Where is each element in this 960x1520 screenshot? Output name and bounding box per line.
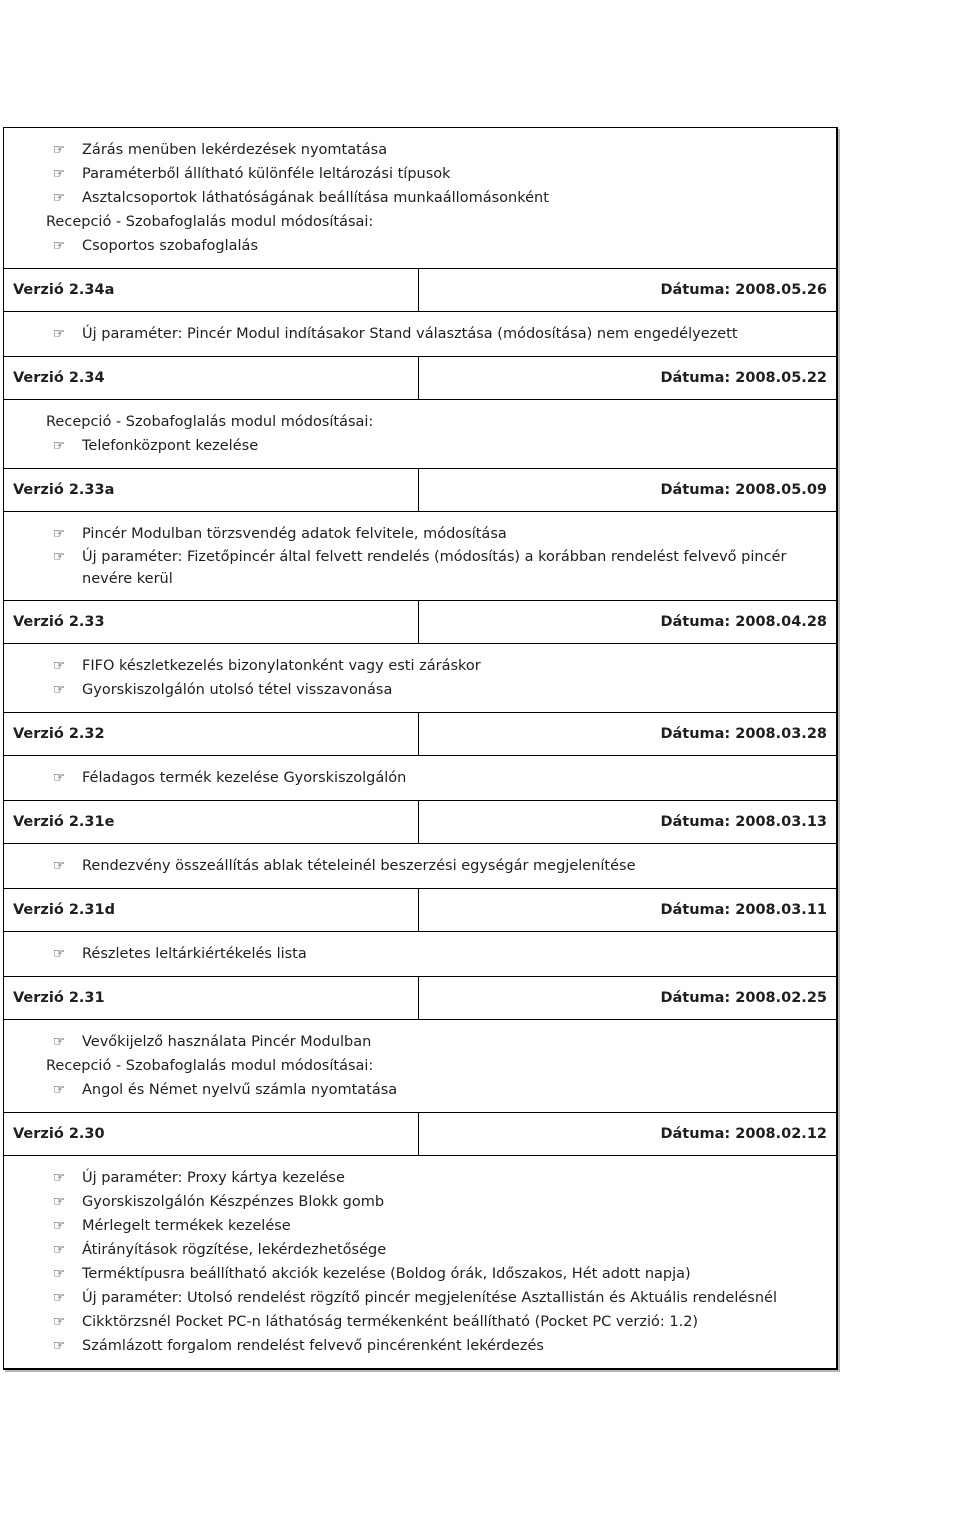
change-item-text: FIFO készletkezelés bizonylatonként vagy esti záráskor <box>82 658 481 674</box>
changes-cell <box>4 644 836 713</box>
change-item <box>46 1030 826 1054</box>
version-label: Verzió 2.31e <box>4 801 419 843</box>
version-label: Verzió 2.33 <box>4 601 419 643</box>
pointing-hand-icon: ☞ <box>52 326 66 342</box>
version-header-row <box>4 977 836 1020</box>
change-item <box>46 1262 826 1286</box>
version-date: Dátuma: 2008.02.25 <box>660 990 827 1006</box>
pointing-hand-icon: ☞ <box>52 1194 66 1210</box>
change-item <box>46 854 826 878</box>
change-item-text: Számlázott forgalom rendelést felvevő pincérenként lekérdezés <box>82 1338 544 1354</box>
version-date: Dátuma: 2008.03.11 <box>660 902 827 918</box>
change-item-text: Rendezvény összeállítás ablak tételeinél beszerzési egységár megjelenítése <box>82 858 636 874</box>
pointing-hand-icon: ☞ <box>52 1082 66 1098</box>
change-item <box>46 1334 826 1358</box>
change-item <box>46 678 826 702</box>
changes-cell <box>4 128 836 269</box>
changes-cell <box>4 756 836 801</box>
pointing-hand-icon: ☞ <box>52 1314 66 1330</box>
version-header-row <box>4 889 836 932</box>
change-item <box>46 1286 826 1310</box>
pointing-hand-icon: ☞ <box>52 1034 66 1050</box>
changes-cell <box>4 512 836 601</box>
change-item <box>46 1310 826 1334</box>
change-item <box>46 138 826 162</box>
pointing-hand-icon: ☞ <box>52 526 66 542</box>
change-item-text: Részletes leltárkiértékelés lista <box>82 946 307 962</box>
version-label: Verzió 2.34 <box>4 357 419 399</box>
pointing-hand-icon: ☞ <box>52 1170 66 1186</box>
pointing-hand-icon: ☞ <box>52 549 66 565</box>
version-date: Dátuma: 2008.02.12 <box>660 1126 827 1142</box>
change-item <box>46 546 826 590</box>
version-header-row <box>4 469 836 512</box>
version-header-row <box>4 801 836 844</box>
change-item-text: Paraméterből állítható különféle leltározási típusok <box>82 166 451 182</box>
version-date: Dátuma: 2008.05.26 <box>660 282 827 298</box>
pointing-hand-icon: ☞ <box>52 142 66 158</box>
pointing-hand-icon: ☞ <box>52 946 66 962</box>
change-item-text: Terméktípusra beállítható akciók kezelése (Boldog órák, Időszakos, Hét adott napja) <box>82 1266 691 1282</box>
version-date: Dátuma: 2008.03.13 <box>660 814 827 830</box>
change-item <box>46 1078 826 1102</box>
changes-cell <box>4 1156 836 1368</box>
change-item <box>46 322 826 346</box>
pointing-hand-icon: ☞ <box>52 438 66 454</box>
version-date: Dátuma: 2008.05.22 <box>660 370 827 386</box>
version-header-row <box>4 713 836 756</box>
pointing-hand-icon: ☞ <box>52 858 66 874</box>
change-item-text: Új paraméter: Fizetőpincér által felvett rendelés (módosítás) a korábban rendelést felvevő pincér <box>82 549 787 565</box>
change-item-text: Vevőkijelző használata Pincér Modulban <box>82 1034 372 1050</box>
version-date: Dátuma: 2008.04.28 <box>660 614 827 630</box>
changes-cell <box>4 1020 836 1113</box>
change-item-text: Új paraméter: Proxy kártya kezelése <box>82 1170 345 1186</box>
change-item-text: Asztalcsoportok láthatóságának beállítása munkaállomásonként <box>82 190 549 206</box>
change-item-text: Cikktörzsnél Pocket PC-n láthatóság termékenként beállítható (Pocket PC verzió: 1.2) <box>82 1314 699 1330</box>
version-date: Dátuma: 2008.05.09 <box>660 482 827 498</box>
version-header-row <box>4 357 836 400</box>
pointing-hand-icon: ☞ <box>52 1242 66 1258</box>
changes-cell <box>4 400 836 469</box>
change-item <box>46 1238 826 1262</box>
pointing-hand-icon: ☞ <box>52 1266 66 1282</box>
pointing-hand-icon: ☞ <box>52 166 66 182</box>
change-item-text: Új paraméter: Utolsó rendelést rögzítő pincér megjelenítése Asztallistán és Aktuális rendelésnél <box>82 1290 777 1306</box>
version-date: Dátuma: 2008.03.28 <box>660 726 827 742</box>
change-item <box>46 186 826 210</box>
change-item <box>46 1214 826 1238</box>
changes-cell <box>4 844 836 889</box>
changes-cell <box>4 932 836 977</box>
version-label: Verzió 2.31d <box>4 889 419 931</box>
change-item <box>46 654 826 678</box>
change-item <box>46 1190 826 1214</box>
change-item-text: Telefonközpont kezelése <box>82 438 259 454</box>
change-item-text: Gyorskiszolgálón utolsó tétel visszavonása <box>82 682 393 698</box>
change-item <box>46 434 826 458</box>
change-item <box>46 162 826 186</box>
change-item <box>46 234 826 258</box>
change-item-text: Pincér Modulban törzsvendég adatok felvitele, módosítása <box>82 526 507 542</box>
change-item-text: Átirányítások rögzítése, lekérdezhetősége <box>82 1242 387 1258</box>
changelog-table <box>3 127 838 1370</box>
pointing-hand-icon: ☞ <box>52 1290 66 1306</box>
version-label: Verzió 2.33a <box>4 469 419 511</box>
change-item-text: Gyorskiszolgálón Készpénzes Blokk gomb <box>82 1194 385 1210</box>
version-label: Verzió 2.30 <box>4 1113 419 1155</box>
pointing-hand-icon: ☞ <box>52 1338 66 1354</box>
changes-cell <box>4 312 836 357</box>
section-heading: Recepció - Szobafoglalás modul módosításai: <box>46 414 374 430</box>
change-item-text: Csoportos szobafoglalás <box>82 238 258 254</box>
pointing-hand-icon: ☞ <box>52 770 66 786</box>
version-label: Verzió 2.31 <box>4 977 419 1019</box>
version-label: Verzió 2.32 <box>4 713 419 755</box>
pointing-hand-icon: ☞ <box>52 658 66 674</box>
pointing-hand-icon: ☞ <box>52 682 66 698</box>
change-item <box>46 1166 826 1190</box>
change-item <box>46 522 826 546</box>
pointing-hand-icon: ☞ <box>52 190 66 206</box>
pointing-hand-icon: ☞ <box>52 238 66 254</box>
change-item-text: Angol és Német nyelvű számla nyomtatása <box>82 1082 398 1098</box>
change-item-text: Mérlegelt termékek kezelése <box>82 1218 291 1234</box>
version-header-row <box>4 601 836 644</box>
change-item <box>46 942 826 966</box>
section-heading: Recepció - Szobafoglalás modul módosításai: <box>46 214 374 230</box>
pointing-hand-icon: ☞ <box>52 1218 66 1234</box>
change-item-text: Zárás menüben lekérdezések nyomtatása <box>82 142 388 158</box>
change-item-text: Új paraméter: Pincér Modul indításakor Stand választása (módosítása) nem engedélyezett <box>82 326 738 342</box>
change-item <box>46 766 826 790</box>
section-heading: Recepció - Szobafoglalás modul módosításai: <box>46 1058 374 1074</box>
version-header-row <box>4 269 836 312</box>
version-header-row <box>4 1113 836 1156</box>
change-item-text-continued: nevére kerül <box>82 571 173 587</box>
version-label: Verzió 2.34a <box>4 269 419 311</box>
change-item-text: Féladagos termék kezelése Gyorskiszolgálón <box>82 770 407 786</box>
